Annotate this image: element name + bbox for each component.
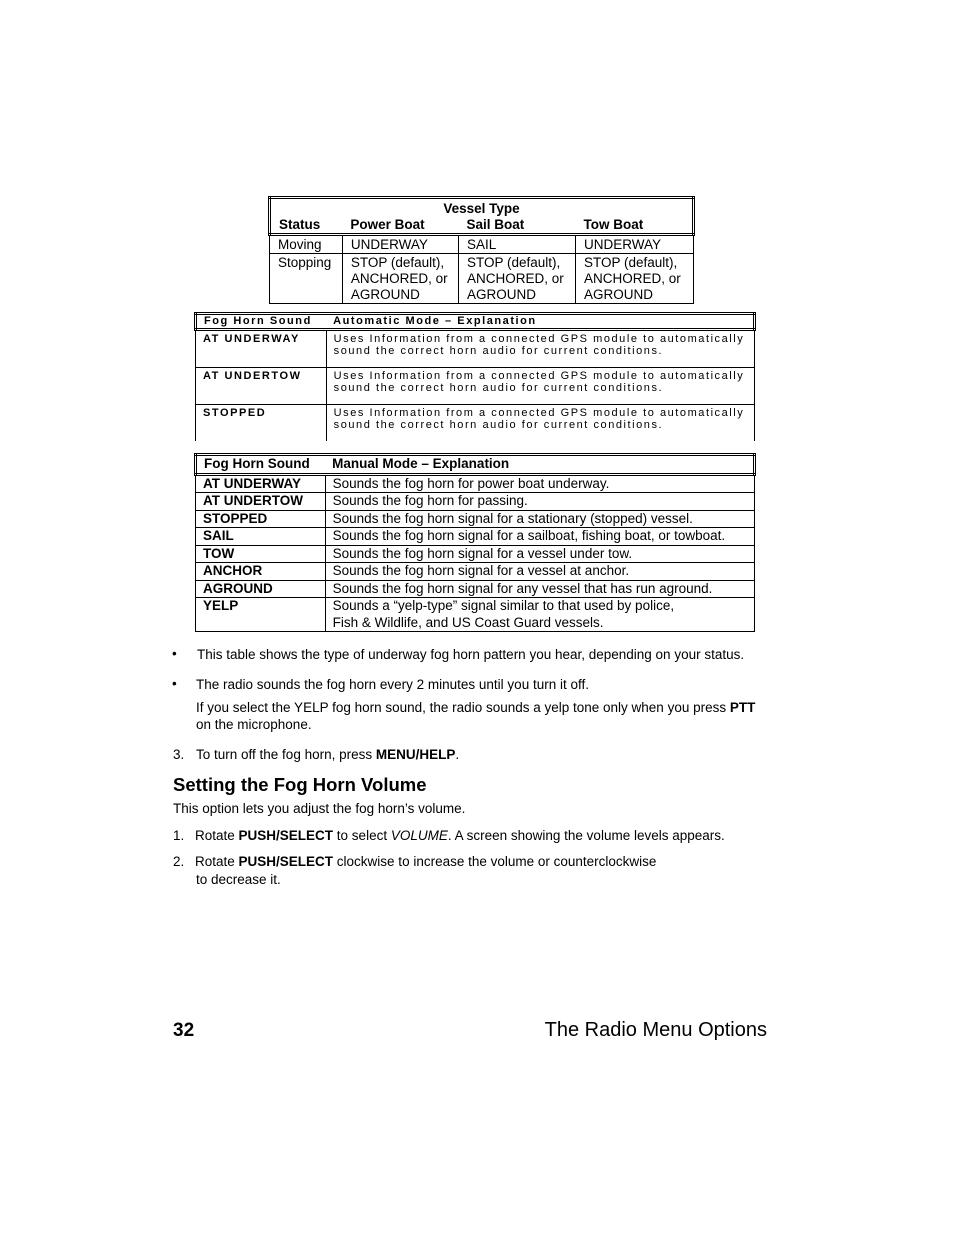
manual-sound-label: TOW — [196, 545, 326, 563]
cell-power-boat: STOP (default), ANCHORED, or AGROUND — [342, 254, 458, 304]
step-number: 3. — [173, 747, 185, 762]
step-number: 2. — [173, 854, 185, 869]
push-select-key: PUSH/SELECT — [238, 828, 334, 843]
auto-explanation: Uses Information from a connected GPS module to automatically sound the correct horn audio for current conditions. — [326, 404, 754, 441]
step-3-post: . — [455, 747, 460, 762]
manual-sound-label: AT UNDERWAY — [196, 474, 326, 493]
header-power-boat: Power Boat — [342, 217, 458, 235]
table-row — [196, 367, 755, 404]
manual-explanation: Sounds the fog horn signal for a vessel under tow. — [325, 545, 754, 563]
auto-explanation: Uses Information from a connected GPS module to automatically sound the correct horn audio for current conditions. — [326, 329, 754, 367]
step-2-t1: Rotate — [195, 854, 239, 869]
auto-sound-label: AT UNDERWAY — [196, 329, 327, 367]
table-row — [196, 474, 755, 493]
yelp-explanation-text: Sounds a “yelp-type” signal similar to that used by police, Fish & Wildlife, and US Coast Guard vessels. — [332, 598, 675, 630]
step-number: 1. — [173, 828, 185, 843]
ptt-key: PTT — [729, 700, 756, 715]
header-status: Status — [270, 217, 343, 235]
yelp-note — [196, 699, 756, 733]
running-title: The Radio Menu Options — [544, 1019, 767, 1041]
manual-explanation: Sounds the fog horn signal for any vessel that has run aground. — [325, 580, 754, 598]
step-1-text — [195, 827, 765, 844]
manual-header-explanation: Manual Mode – Explanation — [325, 455, 754, 475]
step-2-t2: clockwise to increase the volume or counterclockwise — [333, 854, 657, 869]
table-row — [196, 510, 755, 528]
yelp-note-text-end: on the microphone. — [196, 717, 312, 732]
manual-sound-label: STOPPED — [196, 510, 326, 528]
manual-explanation: Sounds the fog horn for power boat underway. — [325, 474, 754, 493]
table-row — [270, 254, 694, 304]
vessel-type-table — [268, 196, 695, 304]
auto-explanation: Uses Information from a connected GPS module to automatically sound the correct horn audio for current conditions. — [326, 367, 754, 404]
section-title: Setting the Fog Horn Volume — [173, 774, 427, 795]
automatic-mode-table — [194, 312, 756, 441]
header-tow-boat: Tow Boat — [575, 217, 693, 235]
auto-sound-label: AT UNDERTOW — [196, 367, 327, 404]
manual-explanation: Sounds the fog horn signal for a vessel at anchor. — [325, 563, 754, 581]
bullet-text-2: The radio sounds the fog horn every 2 minutes until you turn it off. — [196, 677, 589, 692]
menu-help-key: MENU/HELP — [375, 747, 456, 762]
manual-sound-label: ANCHOR — [196, 563, 326, 581]
manual-header-row — [196, 455, 755, 475]
yelp-note-text: If you select the YELP fog horn sound, the radio sounds a yelp tone only when you press — [196, 700, 730, 715]
step-3-pre: To turn off the fog horn, press — [196, 747, 376, 762]
step-2-continuation: to decrease it. — [196, 872, 281, 887]
step-2-text — [195, 853, 765, 870]
step-1-t2: to select — [333, 828, 391, 843]
volume-option: VOLUME — [390, 828, 448, 843]
bullet-marker: • — [172, 646, 177, 661]
manual-sound-label: AT UNDERTOW — [196, 493, 326, 511]
section-intro: This option lets you adjust the fog horn’s volume. — [173, 801, 466, 816]
bullet-marker: • — [172, 676, 177, 691]
manual-mode-table — [194, 453, 756, 632]
auto-header-explanation: Automatic Mode – Explanation — [326, 314, 754, 330]
cell-sail-boat: SAIL — [458, 235, 575, 254]
table-row — [196, 598, 755, 632]
manual-sound-label: AGROUND — [196, 580, 326, 598]
table-row — [196, 545, 755, 563]
auto-sound-label: STOPPED — [196, 404, 327, 441]
table-row — [196, 563, 755, 581]
table-row — [196, 580, 755, 598]
table-row — [196, 404, 755, 441]
manual-explanation: Sounds the fog horn signal for a sailboat, fishing boat, or towboat. — [325, 528, 754, 546]
cell-power-boat: UNDERWAY — [342, 235, 458, 254]
table-row — [196, 493, 755, 511]
auto-header-row — [196, 314, 755, 330]
auto-header-sound: Fog Horn Sound — [196, 314, 327, 330]
table-row — [270, 235, 694, 254]
vessel-title-row — [270, 198, 694, 218]
cell-sail-boat: STOP (default), ANCHORED, or AGROUND — [458, 254, 575, 304]
manual-explanation: Sounds the fog horn for passing. — [325, 493, 754, 511]
cell-status: Moving — [270, 235, 343, 254]
cell-tow-boat: UNDERWAY — [575, 235, 693, 254]
page-number: 32 — [173, 1020, 195, 1041]
manual-header-sound: Fog Horn Sound — [196, 455, 326, 475]
manual-sound-label: SAIL — [196, 528, 326, 546]
step-1-t3: . A screen showing the volume levels appears. — [447, 828, 725, 843]
bullet-text-1: This table shows the type of underway fog horn pattern you hear, depending on your status. — [197, 647, 745, 662]
manual-explanation — [325, 598, 754, 632]
step-1-t1: Rotate — [195, 828, 239, 843]
table-row — [196, 528, 755, 546]
manual-sound-label: YELP — [196, 598, 326, 632]
manual-explanation: Sounds the fog horn signal for a stationary (stopped) vessel. — [325, 510, 754, 528]
cell-status: Stopping — [270, 254, 343, 304]
push-select-key: PUSH/SELECT — [238, 854, 334, 869]
table-row — [196, 329, 755, 367]
header-sail-boat: Sail Boat — [458, 217, 575, 235]
vessel-type-title: Vessel Type — [270, 198, 694, 218]
step-3-text — [196, 746, 756, 763]
cell-tow-boat: STOP (default), ANCHORED, or AGROUND — [575, 254, 693, 304]
vessel-header-row — [270, 217, 694, 235]
